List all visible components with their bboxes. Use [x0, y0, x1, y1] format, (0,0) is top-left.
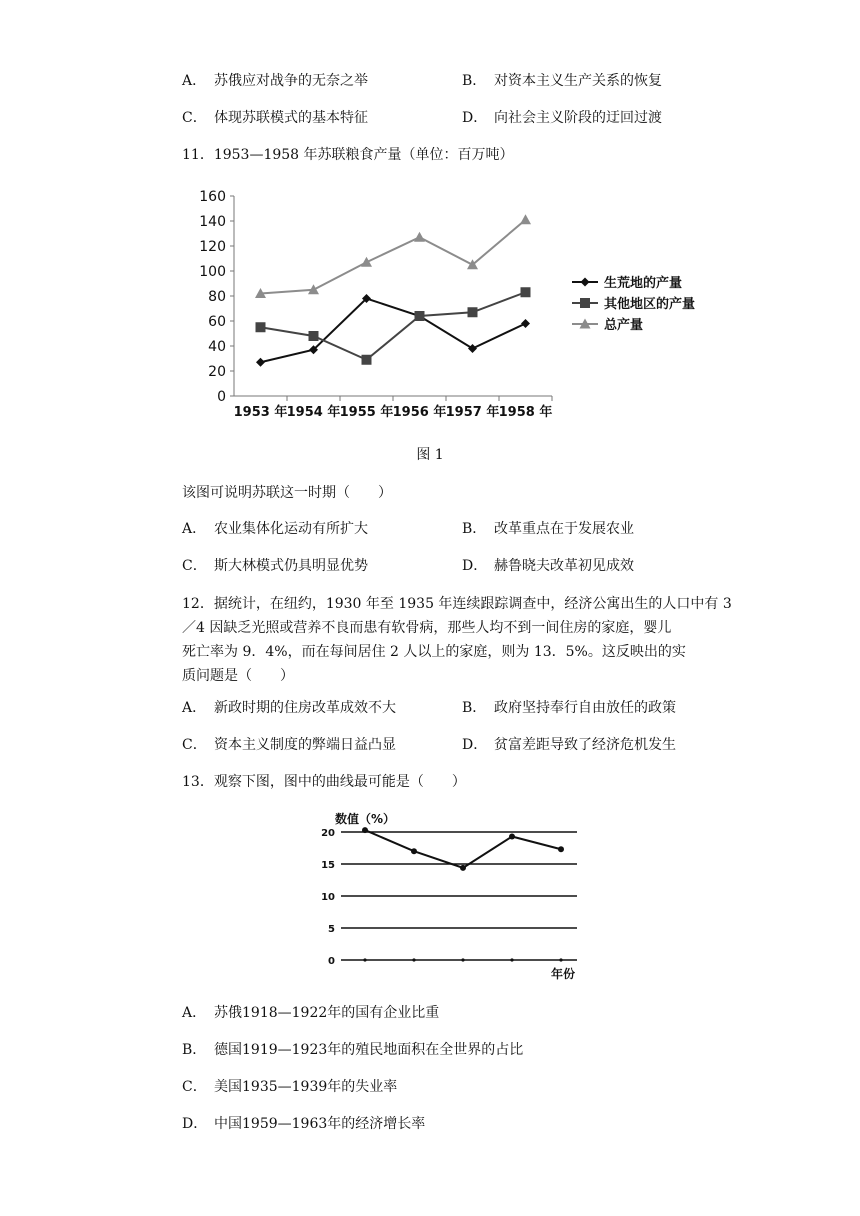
y-tick-label: 120	[199, 239, 226, 255]
q10-option-a: A． 苏俄应对战争的无奈之举	[182, 73, 368, 89]
q13-option-d: D． 中国1959—1963年的经济增长率	[182, 1116, 426, 1132]
y-tick-label: 160	[199, 189, 226, 205]
q10-option-b: B． 对资本主义生产关系的恢复	[462, 73, 662, 89]
q10-option-d: D． 向社会主义阶段的迂回过渡	[462, 110, 662, 126]
y-tick-label: 20	[321, 828, 335, 839]
q13-option-b: B． 德国1919—1923年的殖民地面积在全世界的占比	[182, 1042, 524, 1058]
q13-option-c: C． 美国1935—1939年的失业率	[182, 1079, 398, 1095]
x-tick-label: 1956 年	[392, 405, 447, 420]
x-tick-label: 1955 年	[339, 405, 394, 420]
q11-stem: 11．1953—1958 年苏联粮食产量（单位：百万吨）	[182, 147, 514, 163]
y-tick-label: 20	[208, 364, 226, 380]
q12-option-a: A． 新政时期的住房改革成效不大	[182, 700, 396, 716]
q11-question: 该图可说明苏联这一时期（ ）	[182, 485, 392, 501]
legend-label: 生荒地的产量	[604, 276, 683, 291]
data-point	[411, 848, 417, 854]
data-point	[468, 307, 478, 317]
data-point	[415, 311, 425, 321]
data-point	[256, 322, 266, 332]
y-tick-label: 40	[208, 339, 226, 355]
q12-text-line-2: ／4 因缺乏光照或营养不良而患有软骨病，那些人均不到一间住房的家庭，婴儿	[182, 620, 672, 636]
y-tick-label: 5	[328, 924, 335, 935]
x-tick-label: 1958 年	[498, 405, 553, 420]
q13-stem: 13．观察下图，图中的曲线最可能是（ ）	[182, 774, 466, 790]
q10-option-c: C． 体现苏联模式的基本特征	[182, 110, 368, 126]
figure-caption: 图 1	[416, 447, 444, 463]
q11-option-d: D． 赫鲁晓夫改革初见成效	[462, 558, 634, 574]
x-axis-label: 年份	[551, 967, 576, 981]
data-point	[521, 319, 530, 328]
grain-output-chart	[180, 178, 720, 428]
x-tick-label: 1954 年	[286, 405, 341, 420]
data-point	[521, 287, 531, 297]
q12-option-b: B． 政府坚持奉行自由放任的政策	[462, 700, 676, 716]
q11-option-a: A． 农业集体化运动有所扩大	[182, 521, 368, 537]
data-point	[509, 833, 515, 839]
series-line	[365, 830, 561, 868]
data-point	[361, 257, 372, 267]
legend-label: 总产量	[604, 318, 644, 333]
data-point	[460, 865, 466, 871]
q13-option-a: A． 苏俄1918—1922年的国有企业比重	[182, 1005, 440, 1021]
x-tick-label: 1957 年	[445, 405, 500, 420]
y-tick-label: 0	[328, 956, 335, 967]
series-line	[261, 220, 526, 294]
x-tick	[510, 958, 513, 961]
legend-label: 其他地区的产量	[604, 297, 696, 312]
x-tick	[461, 958, 464, 961]
data-point	[558, 846, 564, 852]
y-tick-label: 0	[217, 389, 226, 405]
q12-option-c: C． 资本主义制度的弊端日益凸显	[182, 737, 396, 753]
x-tick	[363, 958, 366, 961]
q12-option-d: D． 贫富差距导致了经济危机发生	[462, 737, 676, 753]
y-tick-label: 10	[321, 892, 335, 903]
data-point	[468, 344, 477, 353]
data-point	[362, 827, 368, 833]
y-tick-label: 15	[321, 860, 335, 871]
q12-text-line-3: 死亡率为 9．4%，而在每间居住 2 人以上的家庭，则为 13．5%。这反映出的实	[182, 644, 686, 660]
data-point	[520, 214, 531, 224]
data-point	[362, 355, 372, 365]
y-tick-label: 80	[208, 289, 226, 305]
data-point	[414, 232, 425, 242]
data-point	[309, 331, 319, 341]
x-tick	[412, 958, 415, 961]
data-point	[256, 358, 265, 367]
y-tick-label: 140	[199, 214, 226, 230]
y-tick-label: 60	[208, 314, 226, 330]
q11-option-b: B． 改革重点在于发展农业	[462, 521, 634, 537]
q11-option-c: C． 斯大林模式仍具明显优势	[182, 558, 368, 574]
x-tick-label: 1953 年	[233, 405, 288, 420]
x-tick	[559, 958, 562, 961]
y-tick-label: 100	[199, 264, 226, 280]
q12-text-line-1: 12．据统计，在纽约，1930 年至 1935 年连续跟踪调查中，经济公寓出生的人口中有 3	[182, 596, 732, 612]
data-point	[580, 298, 590, 308]
series-line	[261, 292, 526, 360]
data-point	[581, 278, 590, 287]
trend-line-chart	[321, 808, 585, 984]
y-axis-label: 数值（%）	[335, 812, 396, 826]
q12-text-line-4: 质问题是（ ）	[182, 668, 294, 684]
